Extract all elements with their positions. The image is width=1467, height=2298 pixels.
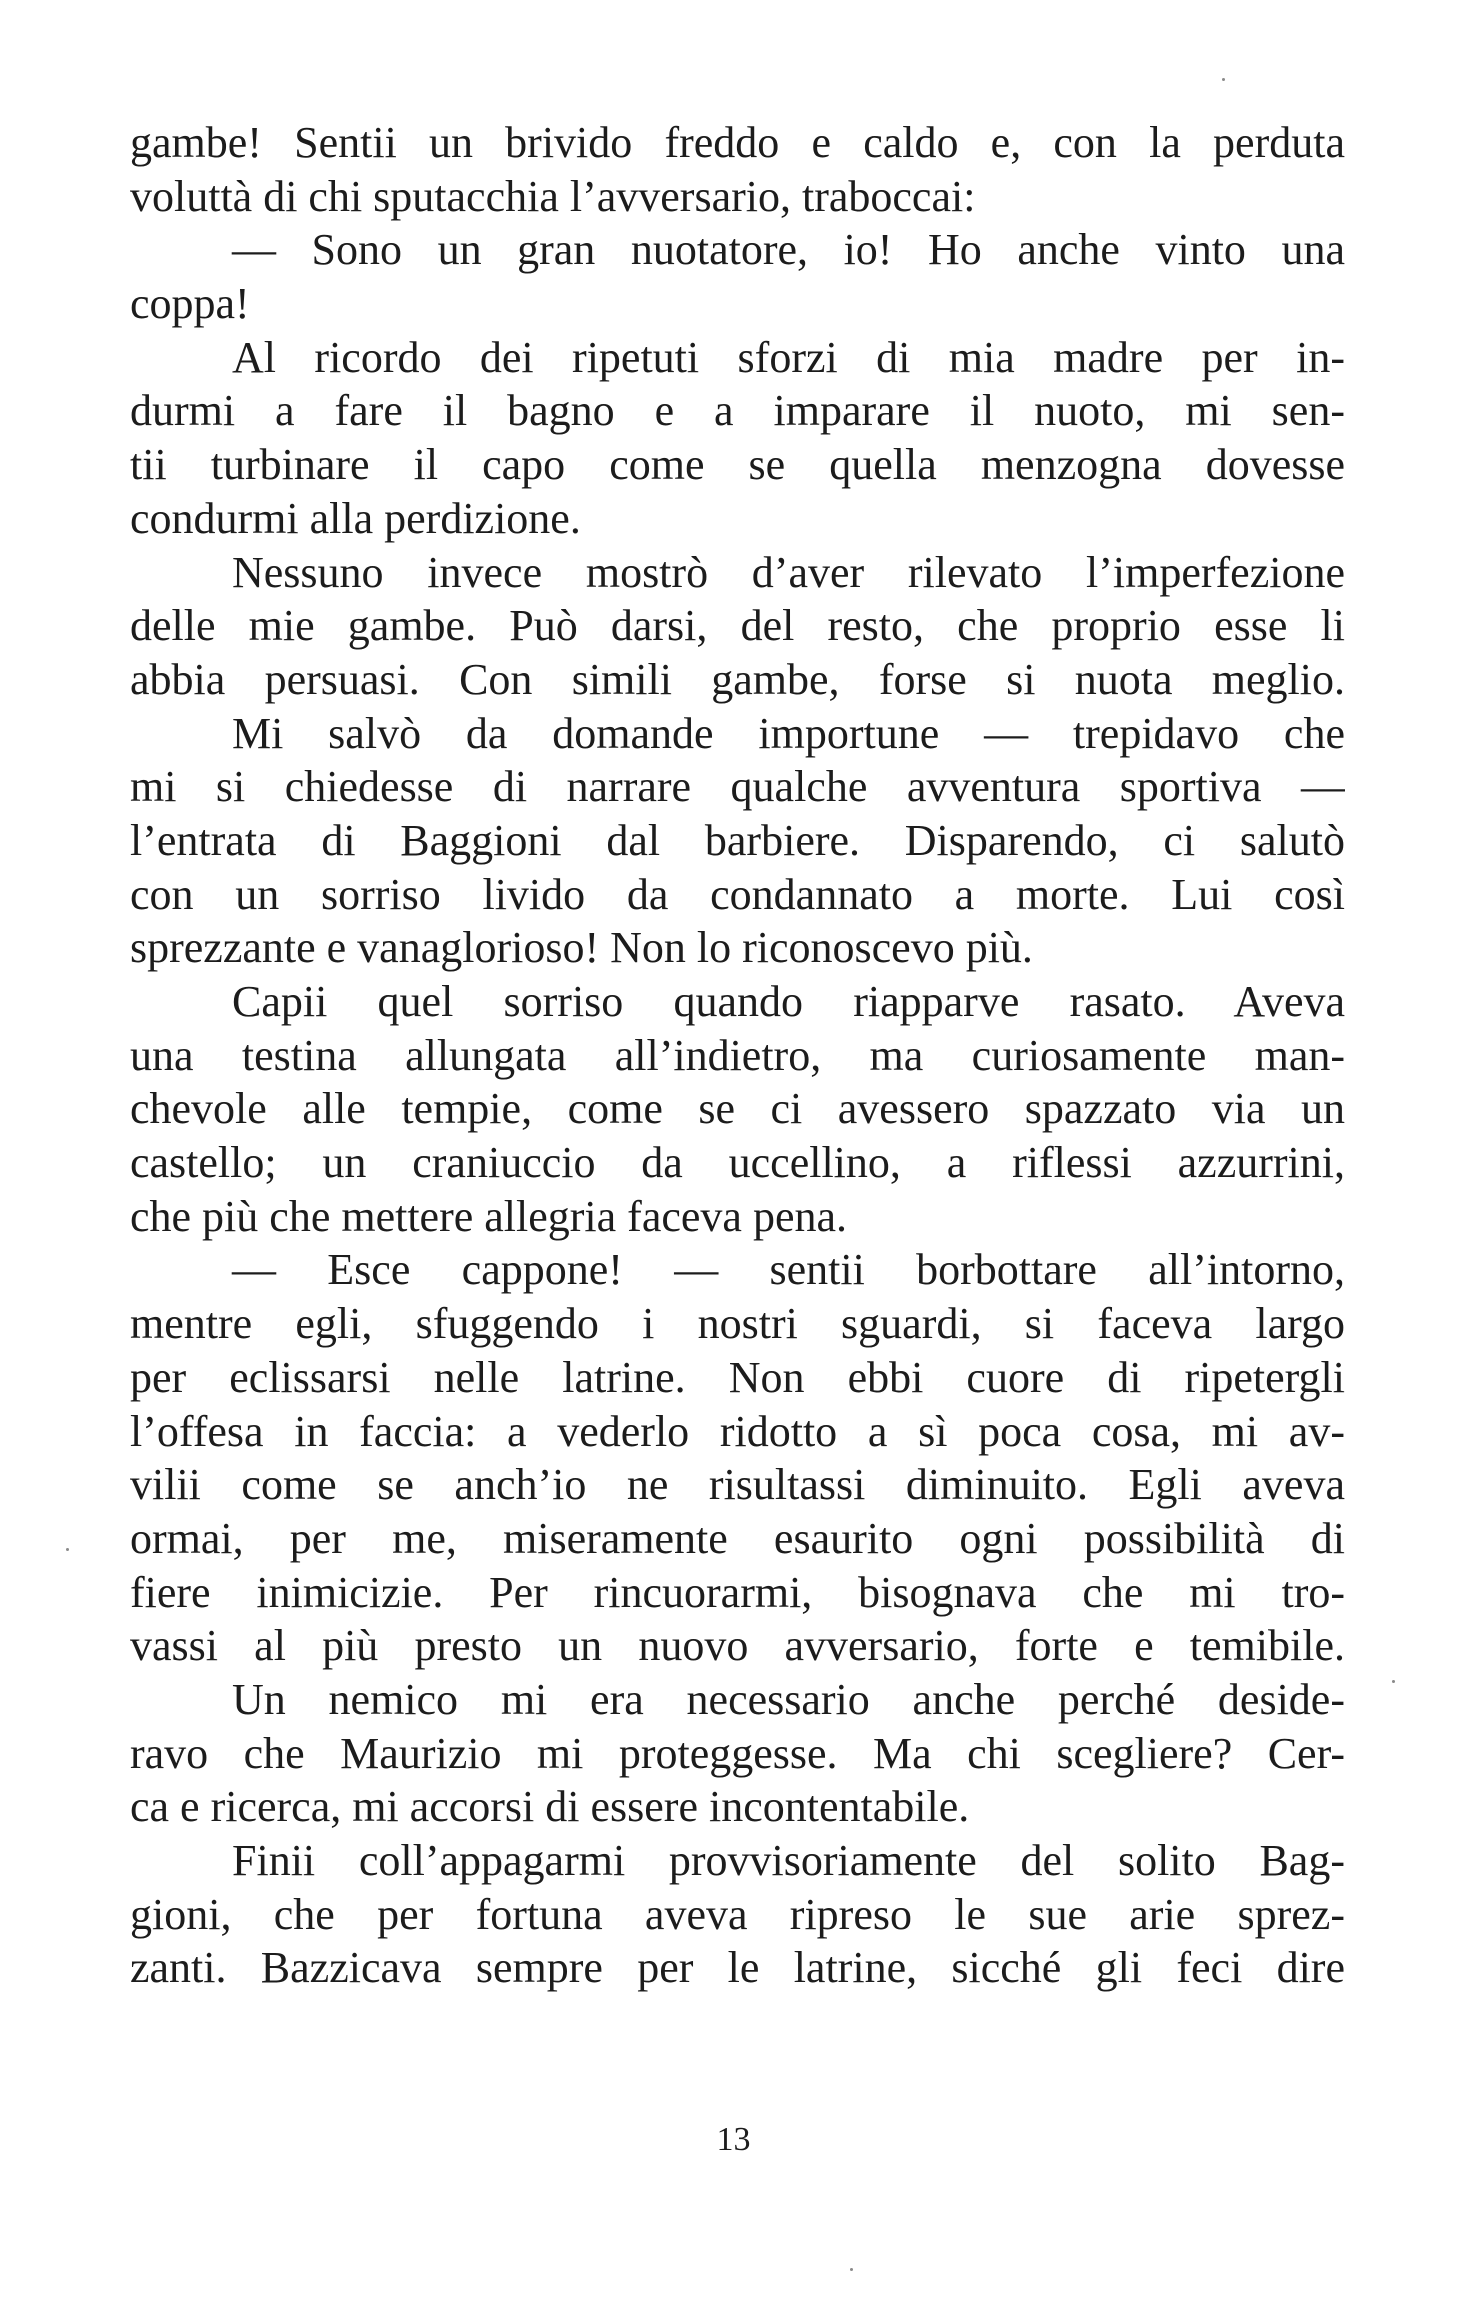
text-line: castello; un craniuccio da uccellino, a riflessi azzurrini,	[130, 1138, 1345, 1188]
text-line: abbia persuasi. Con simili gambe, forse si nuota meglio.	[130, 654, 1345, 704]
text-line: Mi salvò da domande importune — trepidavo che	[232, 708, 1345, 758]
text-line: sprezzante e vanaglorioso! Non lo riconoscevo più.	[130, 923, 1033, 973]
text-line: l’entrata di Baggioni dal barbiere. Disparendo, ci salutò	[130, 815, 1345, 865]
text-line: Finii coll’appagarmi provvisoriamente del solito Bag-	[232, 1836, 1345, 1885]
text-line: coppa!	[130, 279, 250, 329]
text-line: — Sono un gran nuotatore, io! Ho anche vinto una	[232, 225, 1345, 275]
text-line: fiere inimicizie. Per rincuorarmi, bisognava che mi tro-	[130, 1567, 1345, 1617]
text-line: ormai, per me, miseramente esaurito ogni possibilità di	[130, 1513, 1345, 1563]
text-line: chevole alle tempie, come se ci avessero spazzato via un	[130, 1084, 1345, 1134]
text-line: che più che mettere allegria faceva pena.	[130, 1191, 847, 1241]
text-line: per eclissarsi nelle latrine. Non ebbi cuore di ripetergli	[130, 1352, 1345, 1402]
paper-speck	[1392, 1680, 1395, 1683]
paper-speck	[850, 2268, 853, 2271]
text-line: condurmi alla perdizione.	[130, 493, 581, 543]
text-line: delle mie gambe. Può darsi, del resto, che proprio esse li	[130, 601, 1345, 651]
text-line: mi si chiedesse di narrare qualche avventura sportiva —	[130, 762, 1345, 812]
text-line: una testina allungata all’indietro, ma curiosamente man-	[130, 1030, 1345, 1080]
text-line: tii turbinare il capo come se quella menzogna dovesse	[130, 440, 1345, 490]
paper-speck	[1222, 78, 1225, 81]
text-line: ca e ricerca, mi accorsi di essere incontentabile.	[130, 1782, 970, 1832]
text-line: l’offesa in faccia: a vederlo ridotto a sì poca cosa, mi av-	[130, 1406, 1345, 1456]
body-text	[130, 116, 1345, 1995]
text-line: Nessuno invece mostrò d’aver rilevato l’imperfezione	[232, 547, 1345, 597]
text-line: Al ricordo dei ripetuti sforzi di mia madre per in-	[232, 332, 1345, 382]
text-line: ravo che Maurizio mi proteggesse. Ma chi scegliere? Cer-	[130, 1728, 1345, 1778]
text-line: durmi a fare il bagno e a imparare il nuoto, mi sen-	[130, 386, 1345, 436]
text-line: gioni, che per fortuna aveva ripreso le sue arie sprez-	[130, 1889, 1345, 1939]
text-line: vassi al più presto un nuovo avversario, forte e temibile.	[130, 1621, 1345, 1671]
text-line: gambe! Sentii un brivido freddo e caldo e, con la perduta	[130, 118, 1345, 167]
text-line: zanti. Bazzicava sempre per le latrine, sicché gli feci dire	[130, 1943, 1345, 1993]
paper-speck	[66, 1548, 69, 1551]
text-line: Un nemico mi era necessario anche perché deside-	[232, 1674, 1345, 1724]
text-line: — Esce cappone! — sentii borbottare all’intorno,	[232, 1245, 1345, 1295]
text-line: Capii quel sorriso quando riapparve rasato. Aveva	[232, 977, 1345, 1026]
text-line: vilii come se anch’io ne risultassi diminuito. Egli aveva	[130, 1460, 1345, 1510]
page-number: 13	[716, 2121, 751, 2158]
text-line: con un sorriso livido da condannato a morte. Lui così	[130, 869, 1345, 919]
text-line: voluttà di chi sputacchia l’avversario, traboccai:	[130, 171, 976, 221]
text-line: mentre egli, sfuggendo i nostri sguardi, si faceva largo	[130, 1299, 1345, 1349]
